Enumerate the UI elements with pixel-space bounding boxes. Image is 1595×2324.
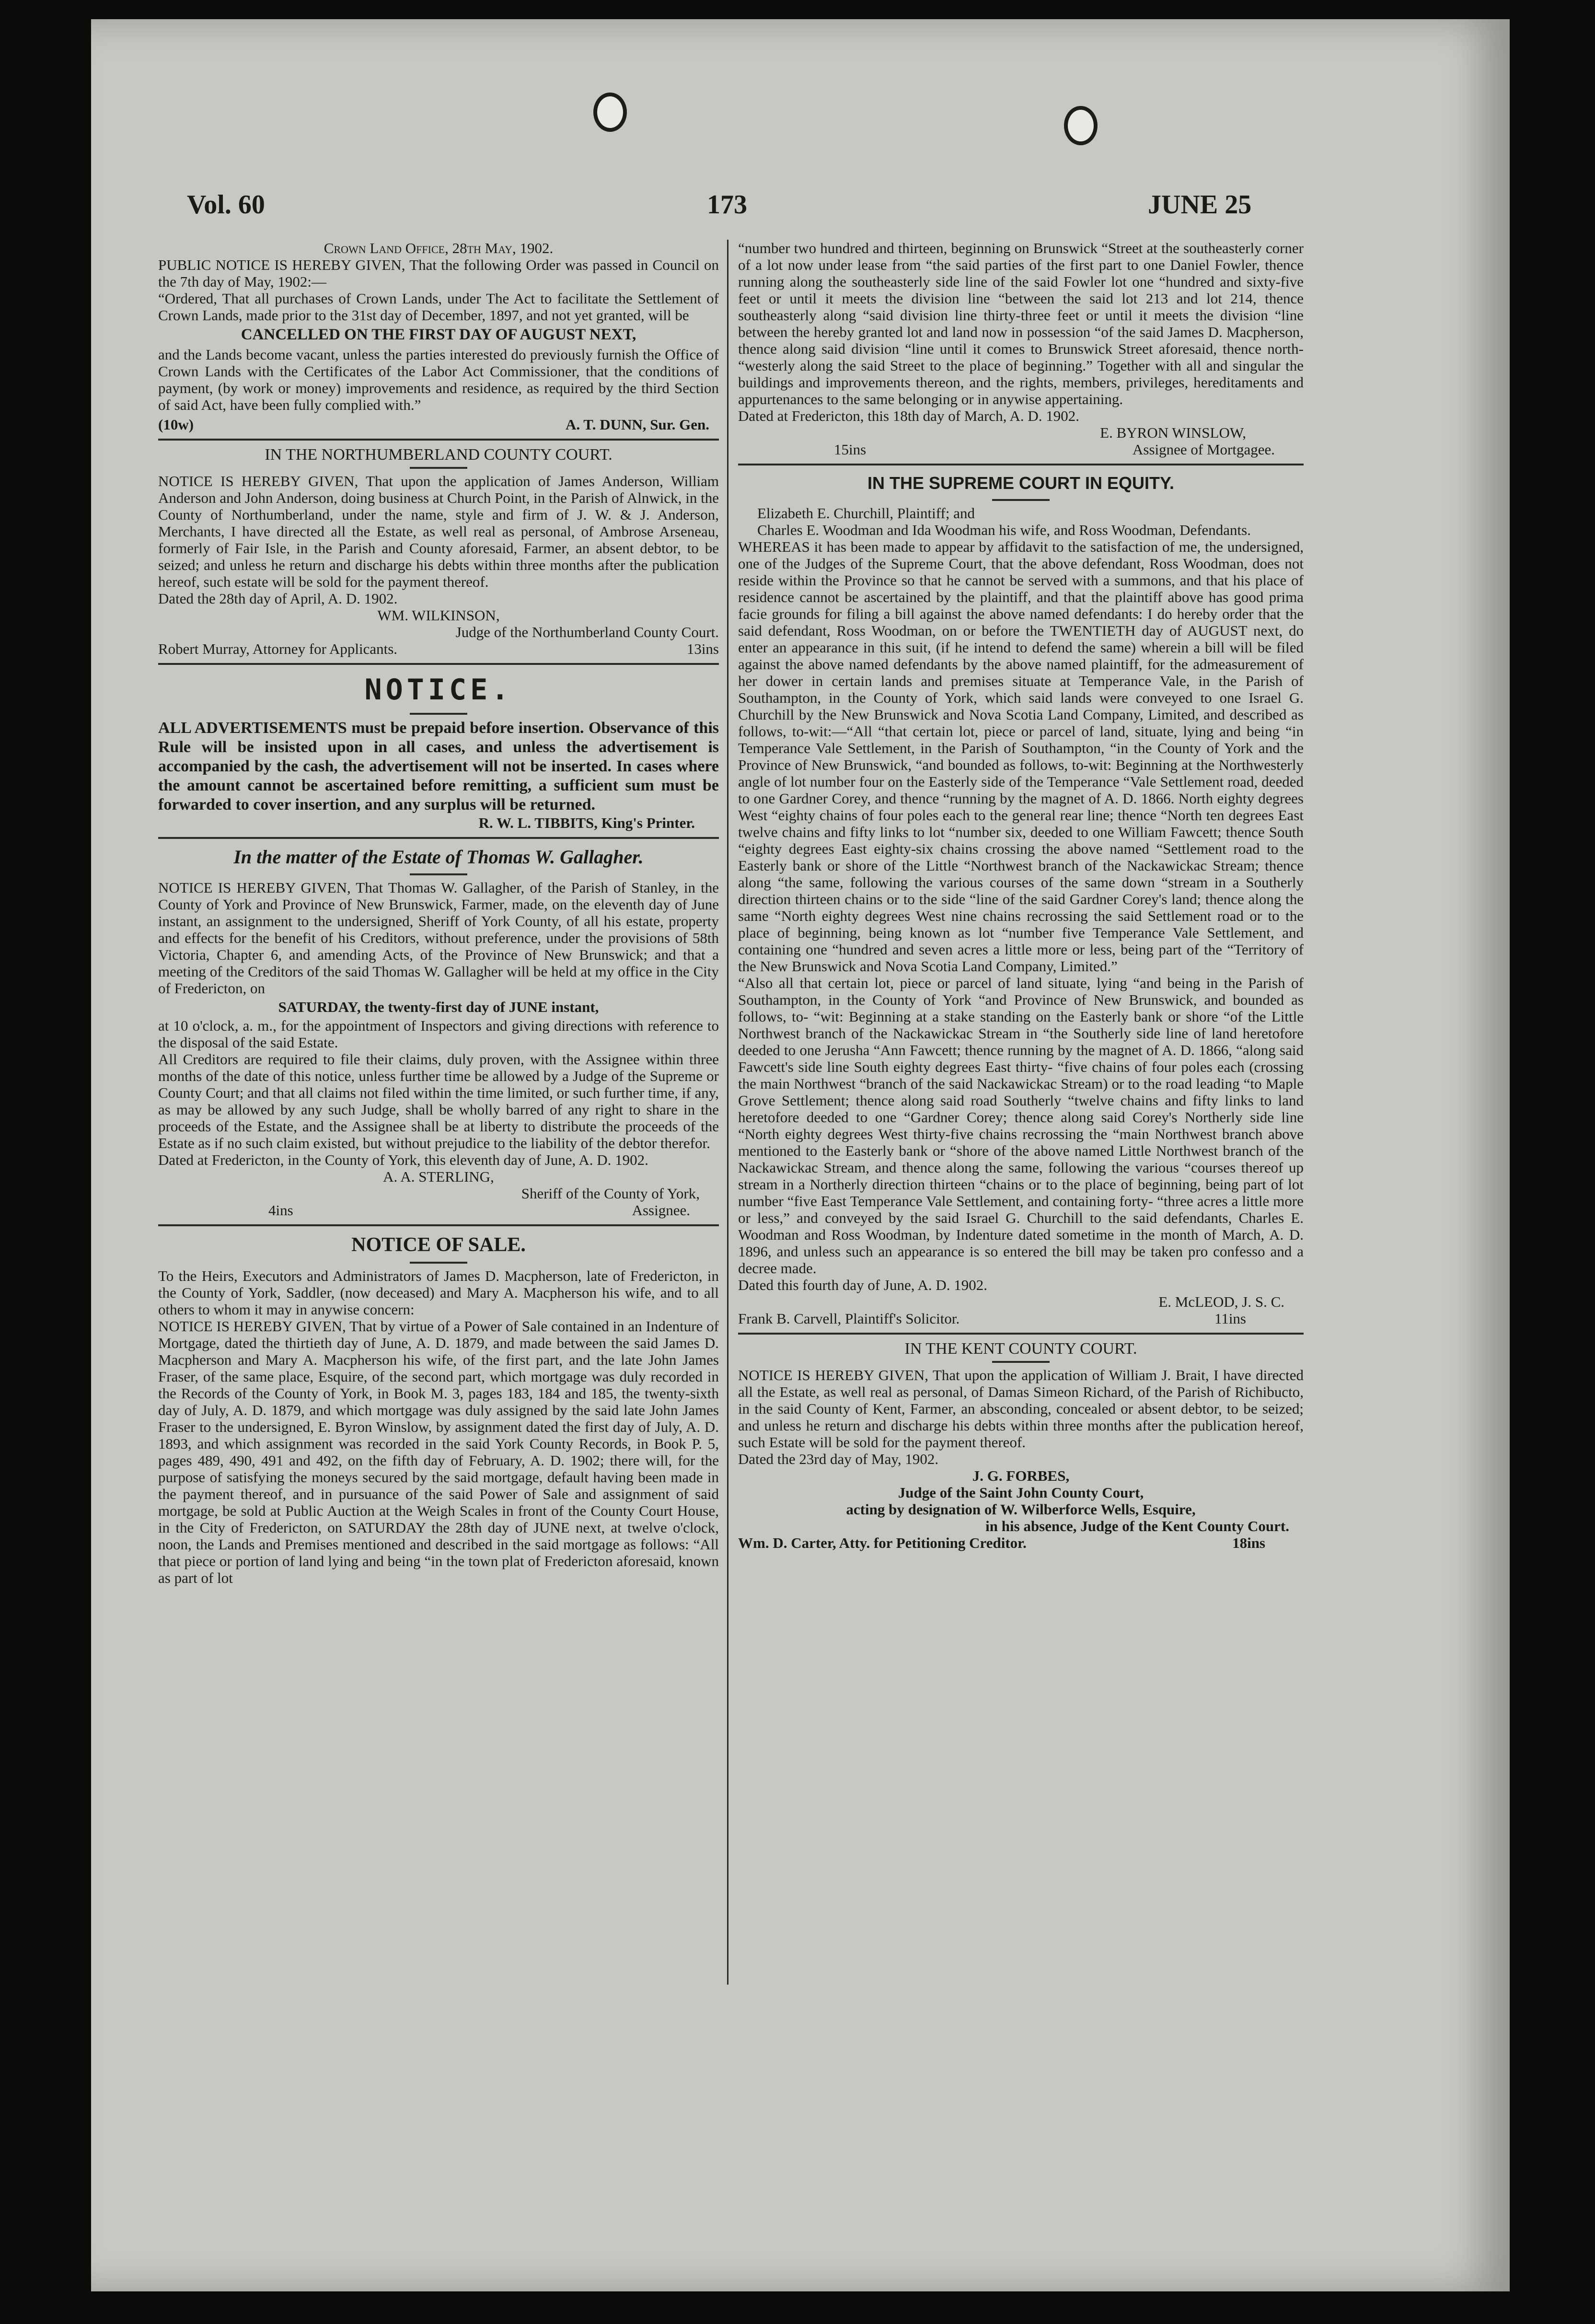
kent-county-notice [738,1340,1304,1551]
notice-body: NOTICE IS HEREBY GIVEN, That upon the application of William J. Brait, I have directed all the Estate, as well real as personal, of Damas Simeon Richard, of the Parish of Richibucto, in the said County of Kent, Farmer, an absconding, concealed or absent debtor, to be seized; and unless he return and discharge his debts within three months after the publication hereof, such Estate will be sold for the payment thereof. [738,1367,1304,1451]
insertion-count: 13ins [686,640,719,657]
right-column [738,240,1304,1551]
judge-title: Judge of the Northumberland County Court. [455,624,719,640]
section-title: IN THE NORTHUMBERLAND COUNTY COURT. [265,446,613,464]
solicitor: Frank B. Carvell, Plaintiff's Solicitor. [738,1310,960,1327]
dateline: Crown Land Office, 28th May, 1902. [324,240,554,256]
dated-line: Dated at Fredericton, this 18th day of March, A. D. 1902. [738,407,1079,424]
insertion-count: (10w) [158,416,194,433]
sale-body: NOTICE IS HEREBY GIVEN, That by virtue of a Power of Sale contained in an Indenture of Mortgage, dated the thirtieth day of June, A. D. 1879, and made between the said James D. Macpherson and Mary A. Macpherson his wife, of the first part, and the late John James Fraser, of the same place, Esquire, of the second part, which mortgage was duly recorded in the Records of the County of York, in Book M. 3, pages 183, 184 and 185, the twenty-sixth day of July, A. D. 1879, and which mortgage was duly assigned by the said late John James Fraser to the undersigned, E. Byron Winslow, by assignment dated the first day of July, A. D. 1893, and which assignment was recorded in the said York County Records, in Book P. 5, pages 489, 490, 491 and 492, on the fifth day of February, A. D. 1902; there will, for the purpose of satisfying the moneys secured by the said mortgage, default having been made in the payment thereof, and in pursuance of the said Power of Sale and assignment of said mortgage, be sold at Public Auction at the Weigh Scales in front of the County Court House, in the City of Fredericton, on SATURDAY the 28th day of JUNE next, at twelve o'clock, noon, the Lands and Premises mentioned and described in the said mortgage as follows: “All that piece or portion of land lying and being “in the town plat of Fredericton aforesaid, known as part of lot [158,1318,719,1586]
mortgagee-line [738,441,1304,458]
dated-line: Dated this fourth day of June, A. D. 1902. [738,1277,988,1293]
sheriff-name: A. A. STERLING, [383,1168,494,1185]
dated-line: Dated the 23rd day of May, 1902. [738,1451,939,1467]
notice-body: ALL ADVERTISEMENTS must be prepaid before insertion. Observance of this Rule will be insisted upon in all cases, and unless the advertisement is accompanied by the cash, the advertisement will not be inserted. In cases where the amount cannot be ascertained before remitting, a sufficient sum must be forwarded to cover insertion, and any surplus will be returned. [158,719,719,813]
binding-hole-left [593,93,627,132]
solicitor-line [738,1310,1304,1327]
divider [410,1262,467,1264]
insertion-count: 4ins [268,1202,293,1219]
divider [410,873,467,875]
divider [158,837,719,839]
attorney: Robert Murray, Attorney for Applicants. [158,640,398,657]
mortgagee-title: Assignee of Mortgagee. [1133,441,1275,458]
left-column [158,240,719,1586]
volume-label: Vol. 60 [187,190,265,220]
divider [992,1361,1050,1363]
defendants-line: Charles E. Woodman and Ida Woodman his wife, and Ross Woodman, Defendants. [757,522,1251,538]
divider [158,439,719,441]
attorney-line [158,640,719,657]
divider [738,464,1304,465]
notice-paragraph: and the Lands become vacant, unless the parties interested do previously furnish the Office of Crown Lands with the Certificates of the Labor Act Commissioner, that the conditions of payment, (by work or money) improvements and residence, as required by the third Section of said Act, have been fully complied with.” [158,346,719,413]
signature: R. W. L. TIBBITS, King's Printer. [478,814,695,831]
divider [410,467,467,469]
signature-line [158,416,719,433]
notice-paragraph: at 10 o'clock, a. m., for the appointment of Inspectors and giving directions with reference to the disposal of the said Estate. [158,1017,719,1051]
issue-date: JUNE 25 [1148,190,1252,220]
notice-body: NOTICE IS HEREBY GIVEN, That upon the application of James Anderson, William Anderson and John Anderson, doing business at Church Point, in the Parish of Alnwick, in the County of Northumberland, under the name, style and firm of J. W. & J. Anderson, Merchants, I have directed all the Estate, as well real as personal, of Ambrose Arseneau, formerly of Fair Isle, in the Parish and County aforesaid, Farmer, an absent debtor, to be seized; and unless he return and discharge his debts within three months after the publication hereof, such estate will be sold for the payment thereof. [158,473,719,590]
notice-paragraph: NOTICE IS HEREBY GIVEN, That Thomas W. Gallagher, of the Parish of Stanley, in the County of York and Province of New Brunswick, Farmer, made, on the eleventh day of June instant, an assignment to the undersigned, Sheriff of York County, of all his estate, property and effects for the benefit of his Creditors, without preference, under the provisions of 58th Victoria, Chapter 6, and amending Acts, of the Province of New Brunswick; and that a meeting of the Creditors of the said Thomas W. Gallagher will be held at my office in the City of Fredericton, on [158,879,719,997]
divider [158,1224,719,1226]
cancellation-heading: CANCELLED ON THE FIRST DAY OF AUGUST NEXT, [241,326,636,343]
judge-name: J. G. FORBES, [972,1467,1070,1484]
order-paragraph: “Ordered, That all purchases of Crown Lands, under The Act to facilitate the Settlement of Crown Lands, made prior to the 31st day of December, 1897, and not yet granted, will be [158,290,719,324]
divider [992,499,1050,501]
page-number: 173 [707,190,747,220]
insertion-count: 15ins [834,441,867,458]
assignee-line [158,1202,719,1219]
attorney: Wm. D. Carter, Atty. for Petitioning Creditor. [738,1534,1027,1551]
binding-hole-right [1064,106,1098,145]
attorney-line [738,1534,1304,1551]
section-title: NOTICE OF SALE. [351,1234,526,1256]
addressees: To the Heirs, Executors and Administrators of James D. Macpherson, late of Fredericton, in the County of York, Saddler, (now deceased) and Mary A. Macpherson his wife, and to all others to whom it may in anywise concern: [158,1267,719,1318]
divider [738,1333,1304,1335]
notice-paragraph: All Creditors are required to file their claims, duly proven, with the Assignee within three months of the date of this notice, unless further time be allowed by a Judge of the Supreme or County Court; and that all claims not filed within the time limited, or such further time, if any, as may be allowed by any such Judge, shall be wholly barred of any right to share in the proceeds of the Estate, and the Assignee shall be at liberty to distribute the proceeds of the Estate as if no such claim existed, but without prejudice to the liability of the debtor therefor. [158,1051,719,1151]
supreme-court-equity-notice [738,471,1304,1327]
order-body-continued: “Also all that certain lot, piece or parcel of land situate, lying “and being in the Parish of Southampton, in the County of York “and Province of New Brunswick, and bounded as follows, to- “wit: Beginning at a stake standing on the Easterly bank or shore “of the Little Northwest branch of the Nackawickac Stream in “the Southerly side line of land heretofore deeded to one Jerusha “Ann Fawcett; thence running by the magnet of A. D. 1866, “along said Fawcett's side line South eighty degrees East thirty- “five chains of four poles each (crossing the main Northwest “branch of the said Nackawickac Stream) or to the road leading “to Maple Grove Settlement; thence along said road Southerly “twelve chains and fifty links to land heretofore deeded to one “Gardner Corey; thence along said Corey's Northerly side line “North eighty degrees West thirty-five chains recrossing the “main Northwest branch above mentioned to the Easterly bank or “shore of the above named Little Northwest branch of the Nackawickac Stream, and thence along the same, following the various “courses thereof up stream in a Northerly direction thirteen “chains or to the place of beginning, being part of lot number “five East Temperance Vale Settlement, and containing forty- “three acres a little more or less,” and conveyed by the said Israel G. Churchill to the said defendants, Charles E. Woodman and Ross Woodman, by Indenture dated sometime in the month of March, A. D. 1896, and unless such an appearance is so entered the bill may be taken pro confesso and a decree made. [738,975,1304,1277]
mortgagee-name: E. BYRON WINSLOW, [1100,424,1246,441]
assignee: Assignee. [632,1202,690,1219]
absence-line: in his absence, Judge of the Kent County Court. [985,1518,1289,1534]
meeting-date: SATURDAY, the twenty-first day of JUNE instant, [278,999,599,1015]
page-header [91,189,1294,232]
plaintiff-line: Elizabeth E. Churchill, Plaintiff; and [757,505,975,522]
section-title: IN THE KENT COUNTY COURT. [904,1340,1137,1358]
gallagher-estate-notice [158,845,719,1219]
column-rule [727,240,728,1985]
divider [158,663,719,665]
judge-title: Judge of the Saint John County Court, [898,1484,1144,1501]
judge-signature: E. McLEOD, J. S. C. [1158,1293,1284,1310]
crown-land-notice [158,240,719,433]
section-title: NOTICE. [364,673,513,707]
dated-line: Dated the 28th day of April, A. D. 1902. [158,590,398,607]
signature: A. T. DUNN, Sur. Gen. [565,416,709,433]
divider [410,713,467,715]
printer-notice [158,671,719,831]
section-title: IN THE SUPREME COURT IN EQUITY. [867,473,1175,493]
sale-continued: “number two hundred and thirteen, beginning on Brunswick “Street at the southeasterly corner of a lot now under lease from “the said parties of the first part to one Daniel Fowler, thence running along the southeasterly side line of the said Fowler lot one “hundred and sixty-five feet or until it meets the division line “between the said lot 213 and lot 214, thence southeasterly along “said division line thirty-three feet or until it meets the division “line between the hereby granted lot and land now in possession “of the said James D. Macpherson, thence along said division “line until it comes to Brunswick Street aforesaid, thence north- “westerly along the said Street to the place of beginning.” Together with all and singular the buildings and improvements thereon, and the rights, members, privileges, hereditaments and appurtenances to the same belonging or in anywise appertaining. [738,240,1304,407]
northumberland-notice [158,446,719,657]
order-body: WHEREAS it has been made to appear by affidavit to the satisfaction of me, the undersigned, one of the Judges of the Supreme Court, that the above defendant, Ross Woodman, does not reside within the Province so that he cannot be served with a summons, and that his place of residence cannot be ascertained by the plaintiff, and that the plaintiff above has good prima facie grounds for filing a bill against the above named defendants: I do hereby order that the said defendant, Ross Woodman, on or before the TWENTIETH day of AUGUST next, do enter an appearance in this suit, (if he intend to defend the same) wherein a bill will be filed against the above named defendants by the above named plaintiff, for the admeasurement of her dower in certain lands and premises situate at Temperance Vale, in the Parish of Southampton, in the County of York, which said lands were conveyed to one Israel G. Churchill by the New Brunswick and Nova Scotia Land Company, Limited, and described as follows, to-wit:—“All “that certain lot, piece or parcel of land, situate, lying and being “in Temperance Vale Settlement, in the Parish of Southampton, “in the County of York and the Province of New Brunswick, “and bounded as follows, to-wit: Beginning at the Northwesterly angle of lot number four on the Easterly side of the Temperance “Vale Settlement road, deeded to one Gardner Corey, and thence “running by the magnet of A. D. 1866. North eighty degrees West “eighty chains of four poles each to the general rear line; thence “North ten degrees East twelve chains and fifty links to lot “number six, deeded to one William Fawcett; thence South “eighty degrees East eighty-six chains crossing the above named “Settlement road to the Easterly bank or shore of the Little “Northwest branch of the Nackawickac Stream; thence along “the same, following the various courses of the same down “stream in a Southerly direction thirteen chains or to the side “line of the said Gardner Corey's land; thence along the same “North eighty degrees West nine chains recrossing the said Settlement road or to the place of beginning, being known as lot “number five Temperance Vale Settlement, and containing one “hundred and seven acres a little more or less, being part of the “Territory of the New Brunswick and Nova Scotia Land Company, Limited.” [738,538,1304,975]
judge-name: WM. WILKINSON, [377,607,500,624]
designation-line: acting by designation of W. Wilberforce Wells, Esquire, [846,1501,1196,1518]
sheriff-title: Sheriff of the County of York, [521,1185,700,1202]
notice-paragraph: PUBLIC NOTICE IS HEREBY GIVEN, That the following Order was passed in Council on the 7th day of May, 1902:— [158,256,719,290]
section-title: In the matter of the Estate of Thomas W. Gallagher. [233,846,644,868]
notice-of-sale [158,1232,719,1586]
dated-line: Dated at Fredericton, in the County of York, this eleventh day of June, A. D. 1902. [158,1151,648,1168]
insertion-count: 18ins [1232,1534,1265,1551]
notice-of-sale-continued [738,240,1304,458]
insertion-count: 11ins [1214,1310,1246,1327]
